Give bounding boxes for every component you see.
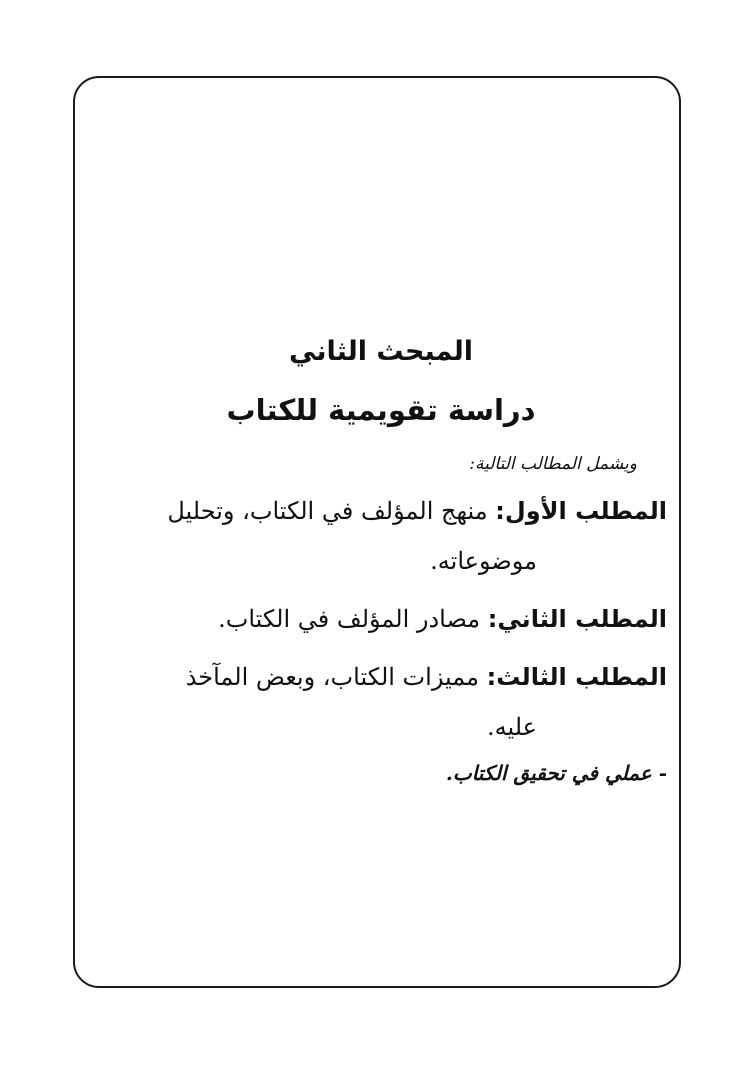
intro-text: ويشمل المطالب التالية: [469,454,637,474]
item-continuation: عليه. [486,713,537,741]
page-content [95,330,667,790]
list-item-first [95,486,667,586]
item-label: المطلب الثاني: [487,605,667,633]
item-label: المطلب الثالث: [486,663,667,691]
section-subtitle: دراسة تقويمية للكتاب [226,393,536,427]
item-continuation: موضوعاته. [430,547,537,575]
list-item-third [95,652,667,752]
section-title: المبحث الثاني [289,336,473,367]
note-text: - عملي في تحقيق الكتاب. [445,761,667,785]
item-label: المطلب الأول: [495,497,667,525]
item-text: منهج المؤلف في الكتاب، وتحليل [167,497,488,525]
item-text: مصادر المؤلف في الكتاب. [218,605,481,633]
list-item-second [95,594,667,644]
item-text: مميزات الكتاب، وبعض المآخذ [185,663,480,691]
